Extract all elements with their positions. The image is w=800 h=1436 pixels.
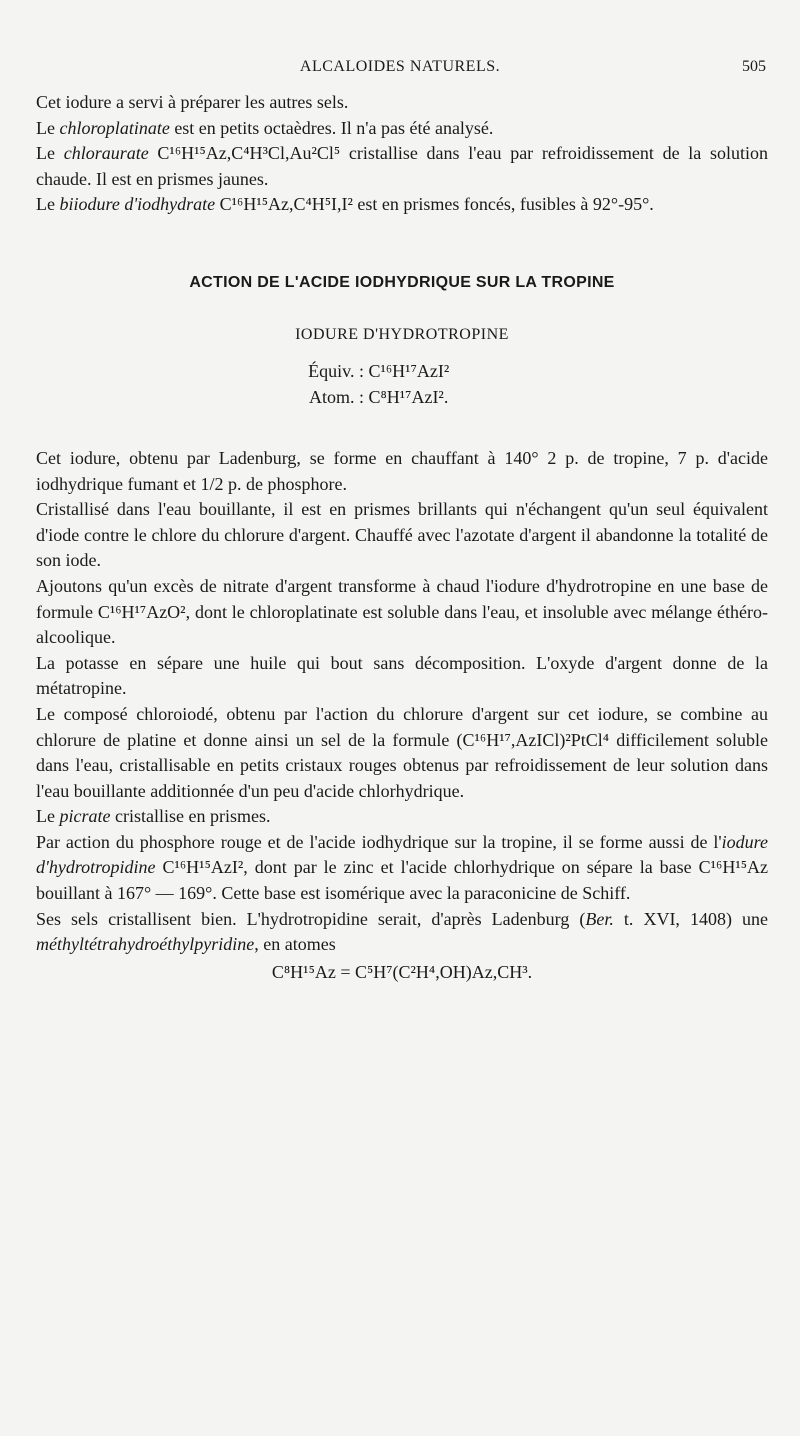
paragraph: Ses sels cristallisent bien. L'hydrotropidine serait, d'après Ladenburg (Ber. t. XVI, 1408) une méthyltétrahydroéthylpyridine, en atomes xyxy=(36,908,768,955)
paragraph: Le chloraurate C¹⁶H¹⁵Az,C⁴H³Cl,Au²Cl⁵ cristallise dans l'eau par refroidissement de la solution chaude. Il est en prismes jaunes. xyxy=(36,143,768,189)
paragraph: Le biiodure d'iodhydrate C¹⁶H¹⁵Az,C⁴H⁵I,I² est en prismes foncés, fusibles à 92°-95°. xyxy=(36,194,654,215)
section-title: ACTION DE L'ACIDE IODHYDRIQUE SUR LA TROPINE xyxy=(189,273,615,291)
paragraph: Cet iodure a servi à préparer les autres sels. xyxy=(36,92,349,112)
paragraph: Par action du phosphore rouge et de l'acide iodhydrique sur la tropine, il se forme aussi de l'iodure d'hydrotropidine C¹⁶H¹⁵AzI², dont par le zinc et l'acide chlorhydrique on sépare la base C¹⁶H¹⁵Az bouillant à 167° — 169°. Cette base est isomérique avec la paraconicine de Schiff. xyxy=(36,831,768,904)
subsection-title: IODURE D'HYDROTROPINE xyxy=(295,325,509,343)
equiv-formula: Équiv. : C¹⁶H¹⁷AzI² xyxy=(308,360,450,381)
running-title: ALCALOIDES NATURELS. xyxy=(299,58,501,75)
paragraph: La potasse en sépare une huile qui bout sans décomposition. L'oxyde d'argent donne de la métatropine. xyxy=(36,652,768,699)
text-body xyxy=(36,90,768,983)
formula-block xyxy=(36,358,768,410)
final-formula: C⁸H¹⁵Az = C⁵H⁷(C²H⁴,OH)Az,CH³. xyxy=(271,961,533,982)
paragraph: Cet iodure, obtenu par Ladenburg, se forme en chauffant à 140° 2 p. de tropine, 7 p. d'acide iodhydrique fumant et 1/2 p. de phosphore. xyxy=(36,447,768,494)
paragraph: Le picrate cristallise en prismes. xyxy=(36,806,271,827)
paragraph: Ajoutons qu'un excès de nitrate d'argent transforme à chaud l'iodure d'hydrotropine en une base de formule C¹⁶H¹⁷AzO², dont le chloroplatinate est soluble dans l'eau, et insoluble avec mélange éthéro-alcoolique. xyxy=(36,575,768,648)
paragraph: Le composé chloroiodé, obtenu par l'action du chlorure d'argent sur cet iodure, se combine au chlorure de platine et donne ainsi un sel de la formule (C¹⁶H¹⁷,AzICl)²PtCl⁴ difficilement soluble dans l'eau, cristallisable en petits cristaux rouges obtenus par refroidissement de leur solution dans l'eau bouillante additionnée d'un peu d'acide chlorhydrique. xyxy=(36,703,768,801)
paragraph: Le chloroplatinate est en petits octaèdres. Il n'a pas été analysé. xyxy=(36,117,494,138)
page-number: 505 xyxy=(742,58,766,75)
paragraph: Cristallisé dans l'eau bouillante, il est en prismes brillants qui n'échangent qu'un seul équivalent d'iode contre le chlore du chlorure d'argent. Chauffé avec l'azotate d'argent il abandonne la totalité de son iode. xyxy=(36,499,768,571)
page-header xyxy=(0,58,800,84)
atom-formula: Atom. : C⁸H¹⁷AzI². xyxy=(308,386,449,407)
